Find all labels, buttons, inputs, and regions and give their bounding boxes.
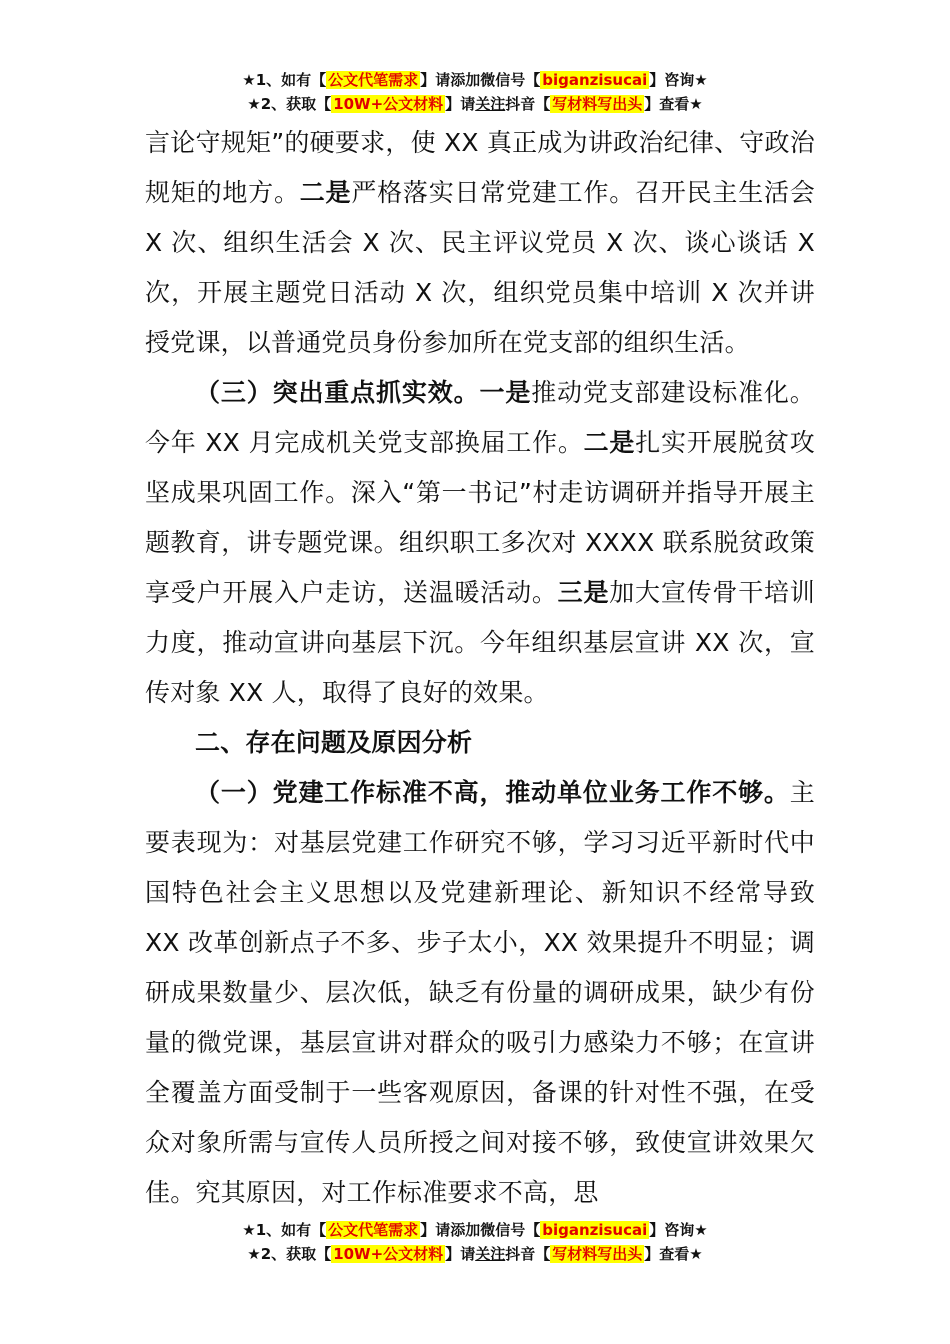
bold-text: 三是 <box>557 578 610 607</box>
promo-highlight: 公文代笔需求 <box>328 1221 419 1239</box>
bold-text: 二是 <box>299 178 352 207</box>
promo-line-1 <box>0 1218 950 1242</box>
bold-text: 二是 <box>583 428 636 457</box>
promo-text: ★1、如有【 <box>242 71 327 89</box>
promo-text: 抖音【 <box>505 95 551 113</box>
paragraph-text: 扎实开展脱贫攻坚成果巩固工作。深入“第一书记”村走访调研并指导开展主题教育，讲专题党课。组织职工多次对 XXXX 联系脱贫政策享受户开展入户走访，送温暖活动。 <box>145 428 816 607</box>
promo-text: 】查看★ <box>644 95 703 113</box>
promo-underline: 关注 <box>475 1245 506 1263</box>
promo-line-2 <box>0 92 950 116</box>
document-body <box>145 118 815 1218</box>
paragraph-text: 严格落实日常党建工作。召开民主生活会 X 次、组织生活会 X 次、民主评议党员 X 次、谈心谈话 X 次，开展主题党日活动 X 次，组织党员集中培训 X 次并讲授党课，以普通党员身份参加所在党支部的组织生活。 <box>145 178 815 357</box>
promo-banner-top <box>0 68 950 116</box>
promo-text: 】请添加微信号【 <box>420 1221 541 1239</box>
promo-text: 】请添加微信号【 <box>420 71 541 89</box>
section-heading: 二、存在问题及原因分析 <box>195 728 473 757</box>
paragraph-text: 言论守规矩”的硬要求，使 XX 真正成为讲政治纪律、守政治规矩的地方。 <box>145 128 815 207</box>
paragraph <box>145 368 815 718</box>
paragraph-text: 主要表现为：对基层党建工作研究不够，学习习近平新时代中国特色社会主义思想以及党建新理论、新知识不经常导致 XX 改革创新点子不多、步子太小，XX 效果提升不明显；调研成果数量少、层次低，缺乏有份量的调研成果，缺少有份量的微党课，基层宣讲对群众的吸引力感染力不够；在宣讲全覆盖方面受制于一些客观原因，备课的针对性不强，在受众对象所需与宣传人员所授之间对接不够，致使宣讲效果欠佳。究其原因，对工作标准要求不高，思 <box>145 778 815 1207</box>
promo-text: 】咨询★ <box>649 71 708 89</box>
promo-text: 抖音【 <box>505 1245 551 1263</box>
paragraph <box>145 768 815 1218</box>
promo-highlight: 10W+公文材料 <box>333 1245 444 1263</box>
promo-text: ★2、获取【 <box>247 1245 332 1263</box>
promo-banner-bottom <box>0 1218 950 1266</box>
paragraph <box>145 118 815 368</box>
promo-text: ★1、如有【 <box>242 1221 327 1239</box>
promo-text: 】咨询★ <box>649 1221 708 1239</box>
promo-line-2 <box>0 1242 950 1266</box>
promo-line-1 <box>0 68 950 92</box>
promo-text: 】查看★ <box>644 1245 703 1263</box>
bold-text: （三）突出重点抓实效。一是 <box>195 378 532 407</box>
promo-text: 】请 <box>445 1245 476 1263</box>
promo-text: 】请 <box>445 95 476 113</box>
bold-text: （一）党建工作标准不高，推动单位业务工作不够。 <box>195 778 790 807</box>
paragraph-text: 推动党支部建设标准化。今年 XX 月完成机关党支部换届工作。 <box>145 378 815 457</box>
promo-highlight: 写材料写出头 <box>552 1245 643 1263</box>
promo-highlight: 10W+公文材料 <box>333 95 444 113</box>
promo-underline: 关注 <box>475 95 506 113</box>
promo-highlight: biganzisucai <box>542 71 648 89</box>
promo-text: ★2、获取【 <box>247 95 332 113</box>
promo-highlight: 公文代笔需求 <box>328 71 419 89</box>
promo-highlight: 写材料写出头 <box>552 95 643 113</box>
paragraph-text: 加大宣传骨干培训力度，推动宣讲向基层下沉。今年组织基层宣讲 XX 次，宣传对象 XX 人，取得了良好的效果。 <box>145 578 816 707</box>
promo-highlight: biganzisucai <box>542 1221 648 1239</box>
